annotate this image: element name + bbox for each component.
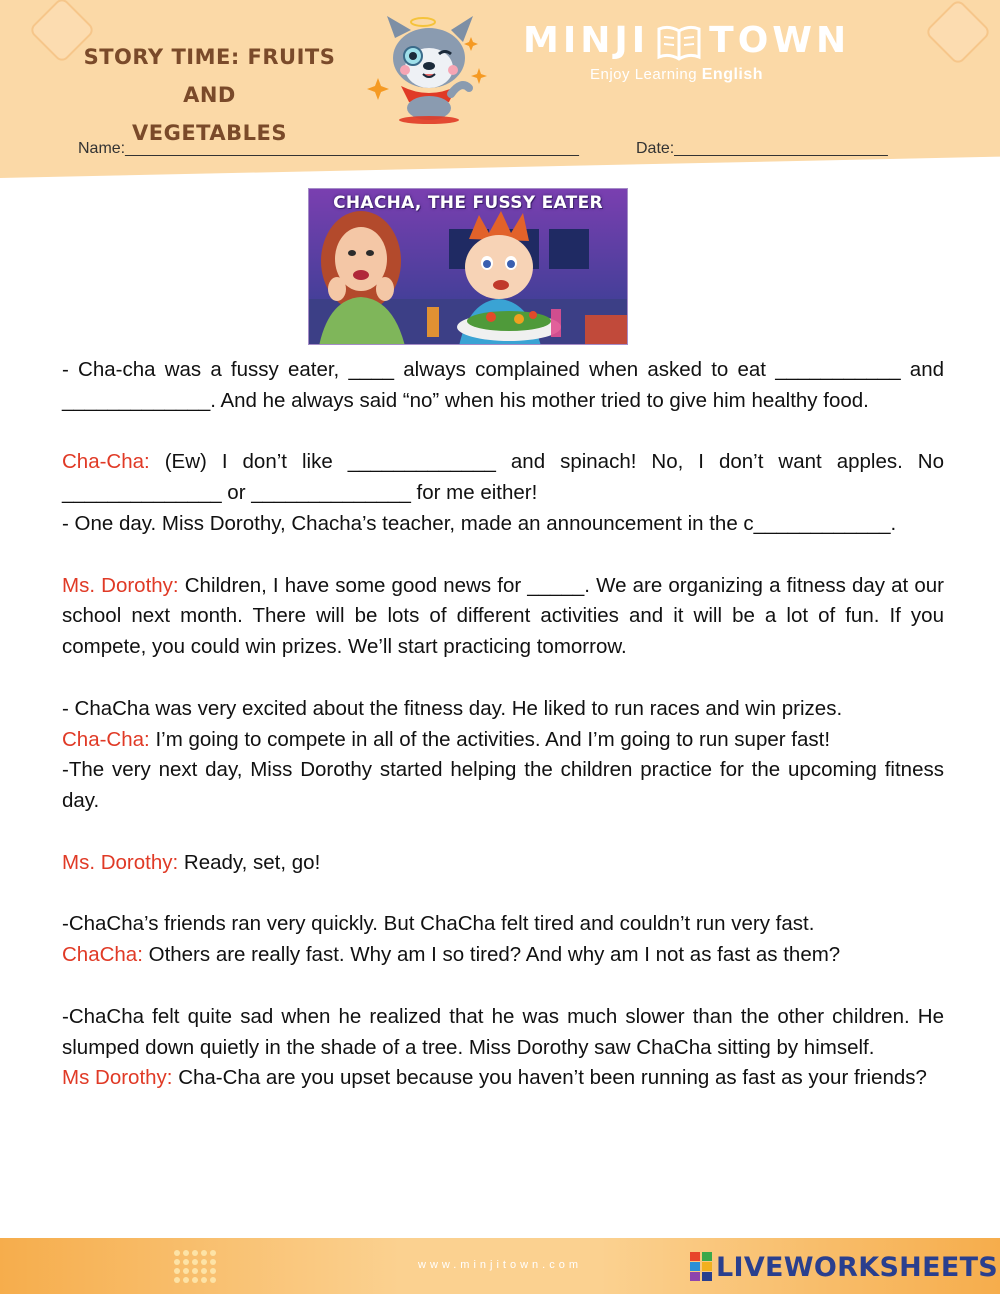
dialogue-text: I’m going to compete in all of the activities. And I’m going to run super fast! [149,727,831,751]
liveworksheets-icon [690,1252,712,1282]
speaker-label: Cha-Cha: [62,450,150,474]
story-line-chacha-3 [62,940,944,971]
dialogue-text: Ready, set, go! [178,850,321,874]
dialogue-text: Others are really fast. Why am I so tired? And why am I not as fast as them? [142,943,841,967]
story-paragraph-3: - ChaCha was very excited about the fitness day. He liked to run races and win prizes. [62,696,843,720]
story-paragraph-4: -The very next day, Miss Dorothy started helping the children practice for the upcoming fitness day. [62,758,944,813]
brand-name-left: MINJI [523,20,650,61]
dialogue-text: Children, I have some good news for _____. We are organizing a fitness day at our school next month. There will be lots of different activities and it will be a lot of fun. If you compete, you could win prizes. We’ll start practicing tomorrow. [62,573,944,659]
liveworksheets-text: LIVEWORKSHEETS [716,1251,999,1283]
story-paragraph-6: -ChaCha felt quite sad when he realized that he was much slower than the other children. He slumped down quietly in the shade of a tree. Miss Dorothy saw ChaCha sitting by himself. [62,1004,944,1059]
footer-bar [0,1238,1000,1294]
puppy-mascot-icon [365,8,490,126]
story-text [62,355,944,1094]
speaker-label: Ms. Dorothy: [62,573,179,597]
name-field[interactable]: Name:___________________________________________________ [78,140,579,157]
story-paragraph-1: - Cha-cha was a fussy eater, ____ always complained when asked to eat ___________ and _____________. And he always said “no” when his mother tried to give him healthy food. [62,358,944,412]
speaker-label: Ms Dorothy: [62,1066,173,1090]
date-field[interactable]: Date:________________________ [636,140,888,157]
story-title-line1: STORY TIME: FRUITS AND [83,45,336,107]
story-line-dorothy-1 [62,571,944,663]
story-line-chacha-2 [62,725,944,756]
brand-name-right: TOWN [709,20,851,61]
dialogue-text: (Ew) I don’t like _____________ and spinach! No, I don’t want apples. No ______________ or ______________ for me either! [62,450,944,505]
cover-title: CHACHA, THE FUSSY EATER [333,193,603,213]
speaker-label: ChaCha: [62,943,143,967]
story-paragraph-5: -ChaCha’s friends ran very quickly. But ChaCha felt tired and couldn’t run very fast. [62,912,815,936]
story-title [82,38,337,152]
open-book-icon [655,23,703,61]
story-paragraph-2: - One day. Miss Dorothy, Chacha’s teacher, made an announcement in the c____________. [62,511,897,535]
tagline-main: Enjoy Learning [590,66,698,83]
liveworksheets-logo[interactable] [690,1250,998,1284]
brand-logo [523,20,851,61]
speaker-label: Ms. Dorothy: [62,850,179,874]
website-link[interactable]: www.minjitown.com [418,1259,582,1271]
story-cover-image [308,188,628,345]
brand-tagline [590,66,763,84]
dialogue-text: Cha-Cha are you upset because you haven’t been running as fast as your friends? [172,1066,927,1090]
story-line-chacha-1 [62,447,944,509]
story-line-dorothy-3 [62,1063,944,1094]
tagline-bold: English [701,66,764,83]
speaker-label: Cha-Cha: [62,727,150,751]
story-title-line2: VEGETABLES [132,121,287,145]
story-line-dorothy-2 [62,848,944,879]
